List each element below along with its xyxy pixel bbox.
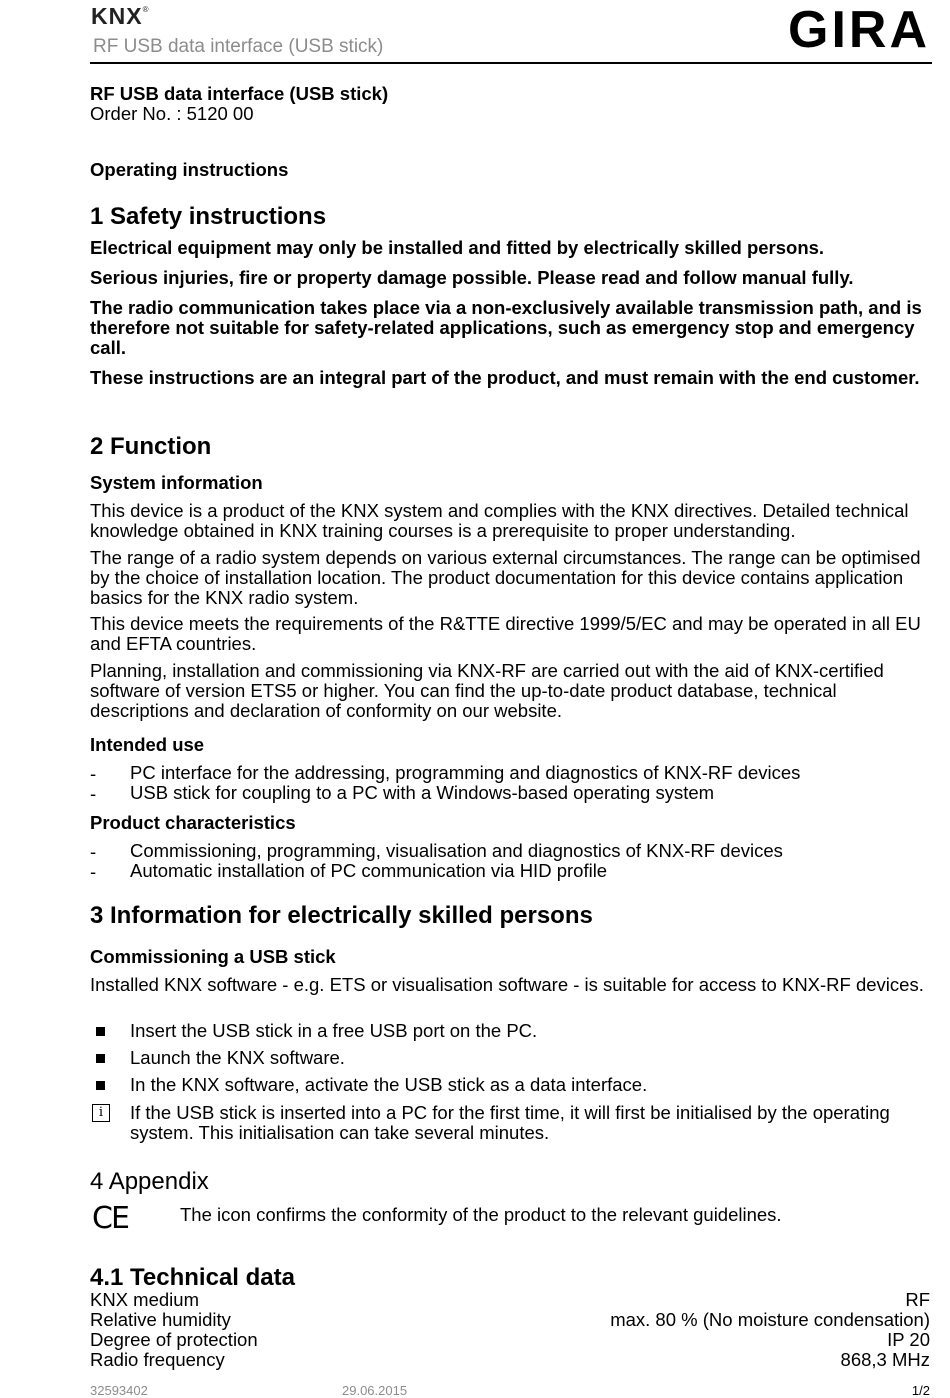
tech-value: 868,3 MHz	[840, 1349, 930, 1370]
ce-mark-icon: CE	[92, 1201, 128, 1236]
function-paragraph-4: Planning, installation and commissioning via KNX-RF are carried out with the aid of KNX-certified software of version ETS5 or higher. You can find the up-to-date product database, technical descriptions and declaration of conformity on our website.	[90, 660, 884, 721]
function-paragraph-1: This device is a product of the KNX system and complies with the KNX directives. Detailed technical knowledge obtained in KNX training courses is a prerequisite to proper understanding.	[90, 500, 909, 541]
safety-paragraph-1: Electrical equipment may only be installed and fitted by electrically skilled persons.	[90, 237, 825, 258]
order-number: Order No. : 5120 00	[90, 103, 254, 124]
section-1-heading: 1 Safety instructions	[90, 203, 327, 230]
footer-date: 29.06.2015	[342, 1383, 408, 1398]
header-subtitle: RF USB data interface (USB stick)	[93, 36, 384, 57]
function-paragraph-2: The range of a radio system depends on various external circumstances. The range can be optimised by the choice of installation location. The product documentation for this device contains application basics for the KNX radio system.	[90, 547, 921, 608]
tech-label: Degree of protection	[90, 1329, 258, 1350]
list-item: Commissioning, programming, visualisation and diagnostics of KNX-RF devices	[130, 840, 783, 861]
system-information-title: System information	[90, 472, 263, 493]
section-3-heading: 3 Information for electrically skilled persons	[90, 902, 593, 929]
list-item: Automatic installation of PC communication via HID profile	[130, 860, 608, 881]
tech-value: max. 80 % (No moisture condensation)	[610, 1309, 930, 1330]
tech-value: IP 20	[887, 1329, 930, 1350]
technical-data-heading: 4.1 Technical data	[90, 1264, 295, 1291]
list-item: USB stick for coupling to a PC with a Windows-based operating system	[130, 782, 715, 803]
header-rule	[90, 62, 932, 64]
commissioning-paragraph: Installed KNX software - e.g. ETS or visualisation software - is suitable for access to KNX-RF devices.	[90, 974, 924, 995]
info-note: If the USB stick is inserted into a PC for the first time, it will first be initialised by the operating system. This initialisation can take several minutes.	[130, 1102, 890, 1143]
function-paragraph-3: This device meets the requirements of the R&TTE directive 1999/5/EC and may be operated in all EU and EFTA countries.	[90, 613, 921, 654]
tech-label: KNX medium	[90, 1289, 199, 1310]
step-item: Insert the USB stick in a free USB port on the PC.	[130, 1020, 538, 1041]
knx-logo: KNX®	[91, 3, 149, 29]
intended-use-title: Intended use	[90, 734, 205, 755]
list-dash: -	[90, 861, 97, 882]
ce-text: The icon confirms the conformity of the product to the relevant guidelines.	[180, 1204, 782, 1225]
section-4-heading: 4 Appendix	[90, 1168, 209, 1195]
gira-logo: GIRA	[788, 1, 930, 59]
square-bullet-icon	[96, 1027, 105, 1036]
list-item: PC interface for the addressing, programming and diagnostics of KNX-RF devices	[130, 762, 801, 783]
square-bullet-icon	[96, 1054, 105, 1063]
product-characteristics-title: Product characteristics	[90, 812, 296, 833]
list-dash: -	[90, 763, 97, 784]
tech-value: RF	[905, 1289, 930, 1310]
safety-paragraph-3: The radio communication takes place via a non-exclusively available transmission path, and is therefore not suitable for safety-related applications, such as emergency stop and emergency call.	[90, 297, 922, 358]
square-bullet-icon	[96, 1081, 105, 1090]
footer-page-number: 1/2	[911, 1383, 930, 1398]
footer-document-number: 32593402	[90, 1383, 148, 1398]
operating-instructions-label: Operating instructions	[90, 159, 289, 180]
step-item: In the KNX software, activate the USB stick as a data interface.	[130, 1074, 648, 1095]
safety-paragraph-4: These instructions are an integral part of the product, and must remain with the end customer.	[90, 367, 920, 388]
list-dash: -	[90, 783, 97, 804]
info-icon: i	[92, 1104, 110, 1122]
commissioning-title: Commissioning a USB stick	[90, 946, 336, 967]
document-title: RF USB data interface (USB stick)	[90, 83, 389, 104]
tech-label: Radio frequency	[90, 1349, 225, 1370]
step-item: Launch the KNX software.	[130, 1047, 345, 1068]
safety-paragraph-2: Serious injuries, fire or property damage possible. Please read and follow manual fully.	[90, 267, 854, 288]
list-dash: -	[90, 841, 97, 862]
section-2-heading: 2 Function	[90, 433, 212, 460]
tech-label: Relative humidity	[90, 1309, 231, 1330]
